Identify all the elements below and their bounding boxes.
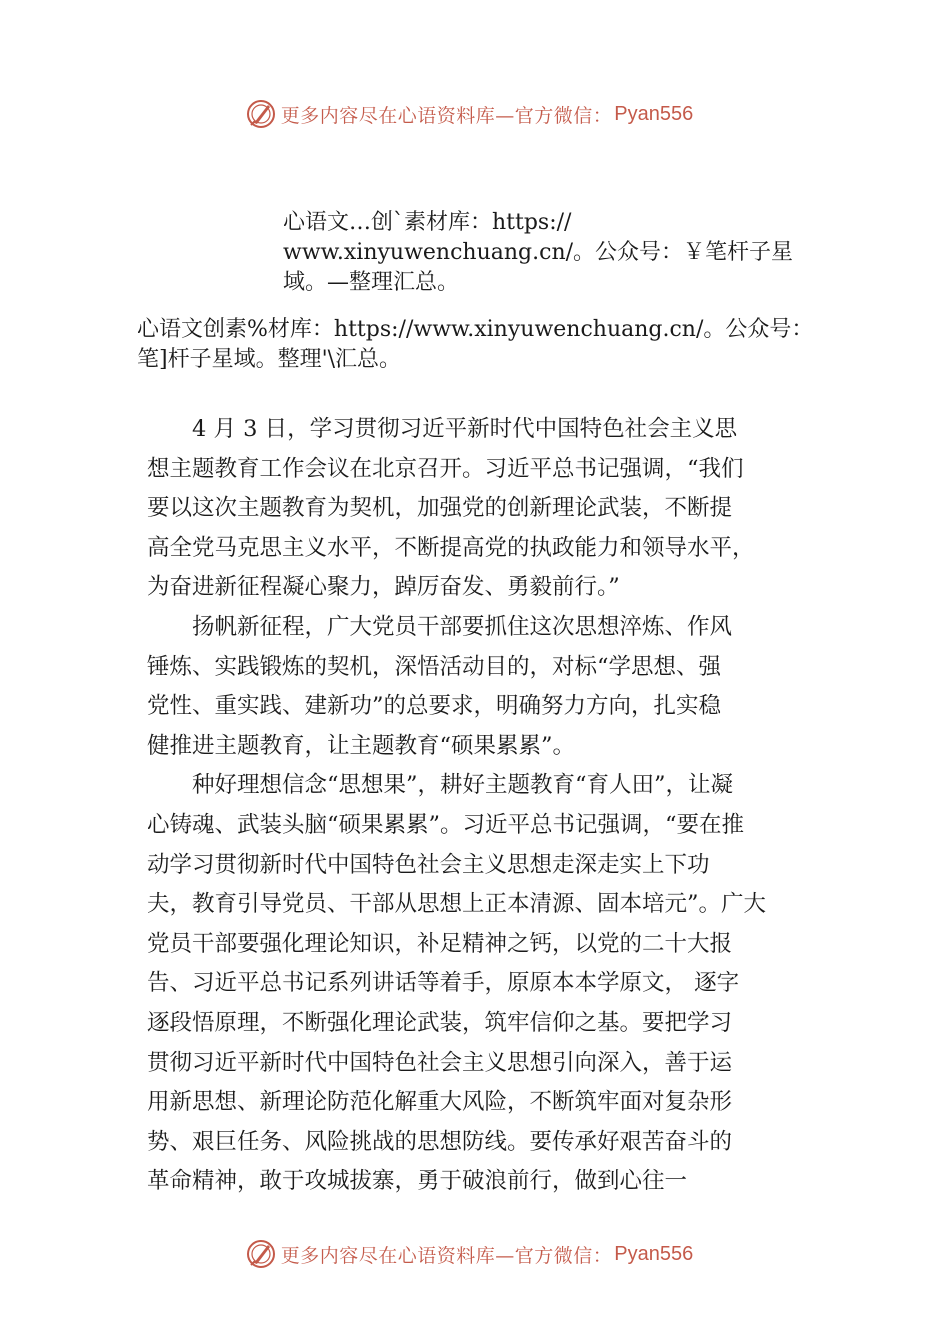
body-line: 贯彻习近平新时代中国特色社会主义思想引向深入，善于运 — [147, 1049, 733, 1076]
body-line: 要以这次主题教育为契机，加强党的创新理论武装，不断提 — [147, 495, 733, 522]
body-line: 势、艰巨任务、风险挑战的思想防线。要传承好艰苦奋斗的 — [147, 1128, 733, 1155]
document-body — [147, 410, 827, 1202]
body-line: 扬帆新征程，广大党员干部要抓住这次思想淬炼、作风 — [147, 613, 733, 640]
body-line: 健推进主题教育，让主题教育“硕果累累”。 — [147, 732, 576, 759]
body-line: 心铸魂、武装头脑“硕果累累”。习近平总书记强调，“要在推 — [147, 811, 745, 838]
body-line: 4 月 3 日，学习贯彻习近平新时代中国特色社会主义思 — [147, 416, 738, 442]
watermark-block-1: 心语文…创`素材库：https:// www.xinyuwenchuang.cn/。公众号：￥笔杆子星 域。—整理汇总。 — [283, 210, 794, 295]
body-line: 夫，教育引导党员、干部从思想上正本清源、固本培元”。广大 — [147, 891, 767, 918]
header-wechat-id: Pyan556 — [614, 102, 694, 125]
body-line: 党员干部要强化理论知识，补足精神之钙，以党的二十大报 — [147, 930, 733, 957]
body-line: 革命精神，敢于攻城拔寨，勇于破浪前行，做到心往一 — [147, 1168, 688, 1195]
header-banner — [0, 94, 950, 134]
footer-banner — [0, 1234, 950, 1274]
footer-banner-text: 更多内容尽在心语资料库—官方微信： — [280, 1244, 613, 1267]
body-line: 动学习贯彻新时代中国特色社会主义思想走深走实上下功 — [147, 851, 710, 878]
body-line: 党性、重实践、建新功”的总要求，明确努力方向，扎实稳 — [147, 693, 722, 720]
quill-logo-icon — [245, 98, 277, 130]
body-line: 锤炼、实践锻炼的契机，深悟活动目的，对标“学思想、强 — [147, 653, 722, 680]
quill-logo-icon — [245, 1238, 277, 1270]
body-line: 逐段悟原理，不断强化理论武装，筑牢信仰之基。要把学习 — [147, 1009, 733, 1036]
header-banner-text: 更多内容尽在心语资料库—官方微信： — [280, 104, 613, 127]
body-line: 种好理想信念“思想果”，耕好主题教育“育人田”，让凝 — [147, 772, 734, 799]
footer-wechat-id: Pyan556 — [614, 1242, 694, 1265]
body-line: 告、习近平总书记系列讲话等着手，原原本本学原文， 逐字 — [147, 970, 740, 997]
body-line: 用新思想、新理论防范化解重大风险，不断筑牢面对复杂形 — [147, 1089, 733, 1116]
body-line: 想主题教育工作会议在北京召开。习近平总书记强调，“我们 — [147, 455, 744, 482]
body-line: 高全党马克思主义水平，不断提高党的执政能力和领导水平， — [147, 534, 755, 561]
body-line: 为奋进新征程凝心聚力，踔厉奋发、勇毅前行。” — [147, 574, 620, 601]
watermark-block-2: 心语文创素%材库：https://www.xinyuwenchuang.cn/。公众号： 笔]杆子星域。整理'\汇总。 — [137, 317, 814, 372]
